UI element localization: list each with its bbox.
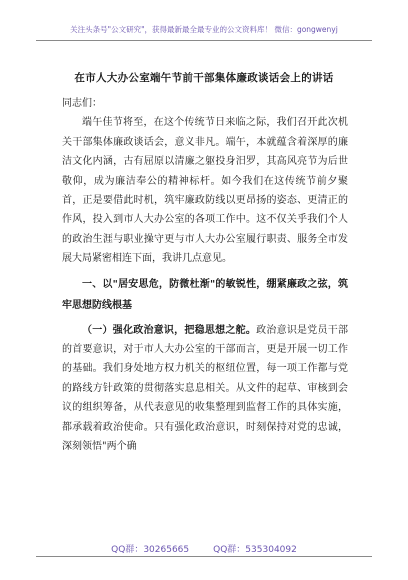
subsection-lead-1: （一）强化政治意识，把稳思想之舵。	[82, 324, 257, 336]
header-promo-note: 关注头条号"公文研究"，获得最新最全最专业的公文资料库！ 微信：gongwenyj	[70, 25, 338, 34]
document-title: 在市人大办公室端午节前干部集体廉政谈话会上的讲话	[74, 72, 334, 84]
section-heading-1: 一、以"居安思危，防微杜渐"的敏锐性，绷紧廉政之弦，筑牢思想防线根基	[62, 278, 348, 311]
qq-group-left: QQ群：30265665	[111, 545, 190, 555]
footer-divider	[36, 556, 372, 557]
body-paragraph-intro: 端午佳节将至，在这个传统节日来临之际，我们召开此次机关干部集体廉政谈话会，意义非凡。端午，本就蕴含着深厚的廉洁文化内涵，古有屈原以清廉之躯投身汨罗，其高风亮节为后世敬仰，成为廉洁奉公的精神标杆。如今我们在这传统节前夕聚首，正是要借此时机，筑牢廉政防线以更昂扬的姿态、更清正的作风，投入到市人大办公室的各项工作中。这不仅关乎我们个人的政治生涯与职业操守更与市人大办公室履行职责、服务全市发展大局紧密相连下面，我讲几点意见。	[62, 117, 348, 265]
body-paragraph-sub1	[62, 321, 348, 457]
header-divider	[36, 40, 372, 41]
document-body	[62, 94, 348, 457]
qq-group-right: QQ群：535304092	[213, 545, 297, 555]
salutation: 同志们：	[62, 98, 102, 109]
footer-contacts	[0, 542, 408, 555]
subsection-text-1: 政治意识是党员干部的首要意识，对于市人大办公室的干部而言，更是开展一切工作的基础。我们身处地方权力机关的枢纽位置，每一项工作都与党的路线方针政策的贯彻落实息息相关。从文件的起草、审核到会议的组织筹备，从代表意见的收集整理到监督工作的具体实施，都承载着政治使命。只有强化政治意识，时刻保持对党的忠诚，深刻领悟"两个确	[62, 324, 349, 453]
